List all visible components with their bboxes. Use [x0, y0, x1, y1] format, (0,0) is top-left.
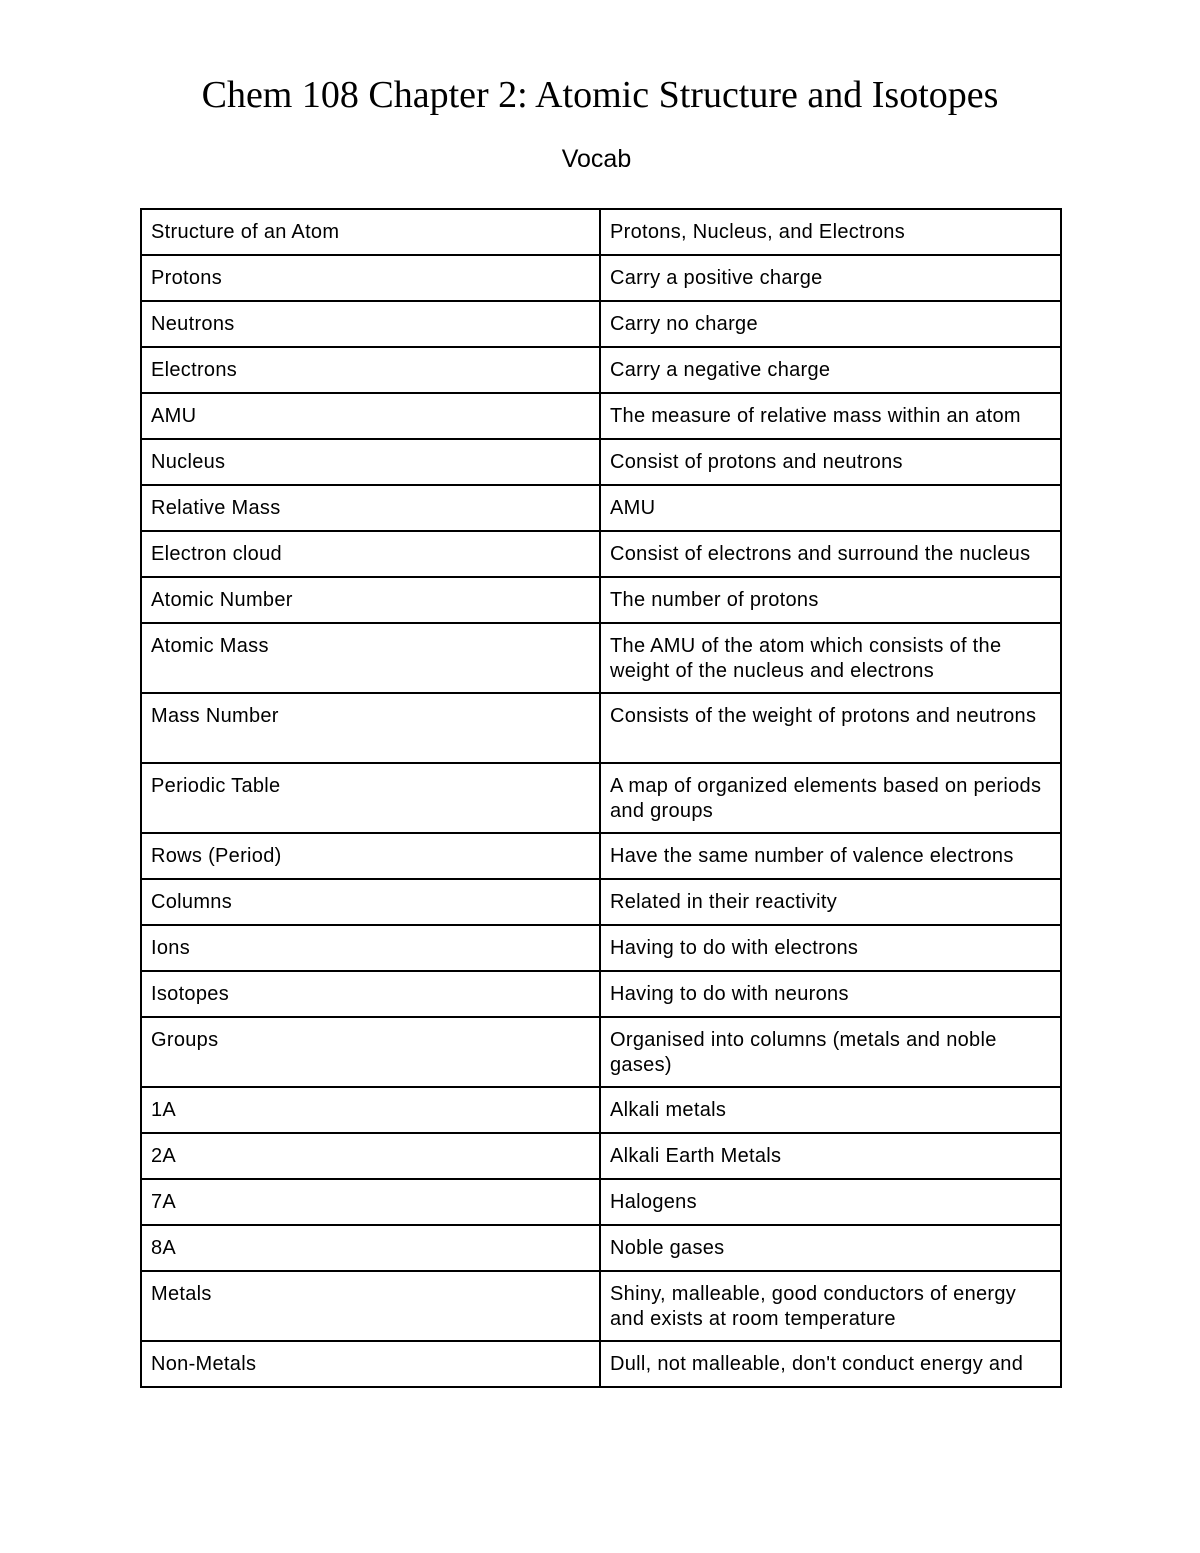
- definition-cell: Protons, Nucleus, and Electrons: [600, 209, 1061, 255]
- term-cell: Relative Mass: [141, 485, 600, 531]
- definition-cell: Consists of the weight of protons and neutrons: [600, 693, 1061, 763]
- table-row: [141, 347, 1061, 393]
- table-row: [141, 1271, 1061, 1341]
- term-cell: Groups: [141, 1017, 600, 1087]
- definition-cell: Halogens: [600, 1179, 1061, 1225]
- term-cell: Periodic Table: [141, 763, 600, 833]
- term-cell: Structure of an Atom: [141, 209, 600, 255]
- table-row: [141, 301, 1061, 347]
- term-cell: Atomic Mass: [141, 623, 600, 693]
- definition-cell: Having to do with neurons: [600, 971, 1061, 1017]
- term-cell: Metals: [141, 1271, 600, 1341]
- table-row: [141, 1017, 1061, 1087]
- term-cell: Isotopes: [141, 971, 600, 1017]
- definition-cell: Carry a negative charge: [600, 347, 1061, 393]
- table-row: [141, 971, 1061, 1017]
- table-row: [141, 439, 1061, 485]
- term-cell: 1A: [141, 1087, 600, 1133]
- table-row: [141, 925, 1061, 971]
- definition-cell: Dull, not malleable, don't conduct energy and: [600, 1341, 1061, 1387]
- page-title: Chem 108 Chapter 2: Atomic Structure and Isotopes: [201, 74, 999, 116]
- definition-cell: Having to do with electrons: [600, 925, 1061, 971]
- definition-cell: Carry a positive charge: [600, 255, 1061, 301]
- definition-cell: The number of protons: [600, 577, 1061, 623]
- table-row: [141, 577, 1061, 623]
- definition-cell: Consist of protons and neutrons: [600, 439, 1061, 485]
- definition-cell: The measure of relative mass within an atom: [600, 393, 1061, 439]
- table-row: [141, 393, 1061, 439]
- term-cell: Rows (Period): [141, 833, 600, 879]
- definition-cell: AMU: [600, 485, 1061, 531]
- definition-cell: Organised into columns (metals and noble gases): [600, 1017, 1061, 1087]
- definition-cell: Shiny, malleable, good conductors of energy and exists at room temperature: [600, 1271, 1061, 1341]
- definition-cell: Related in their reactivity: [600, 879, 1061, 925]
- table-row: [141, 485, 1061, 531]
- page-subtitle: Vocab: [561, 145, 632, 173]
- term-cell: AMU: [141, 393, 600, 439]
- definition-cell: Alkali metals: [600, 1087, 1061, 1133]
- table-row: [141, 531, 1061, 577]
- term-cell: Non-Metals: [141, 1341, 600, 1387]
- term-cell: Columns: [141, 879, 600, 925]
- term-cell: Mass Number: [141, 693, 600, 763]
- table-row: [141, 209, 1061, 255]
- definition-cell: The AMU of the atom which consists of the weight of the nucleus and electrons: [600, 623, 1061, 693]
- definition-cell: Alkali Earth Metals: [600, 1133, 1061, 1179]
- table-row: [141, 255, 1061, 301]
- term-cell: Electrons: [141, 347, 600, 393]
- definition-cell: A map of organized elements based on periods and groups: [600, 763, 1061, 833]
- term-cell: Ions: [141, 925, 600, 971]
- term-cell: Electron cloud: [141, 531, 600, 577]
- term-cell: Neutrons: [141, 301, 600, 347]
- vocab-table: [140, 208, 1062, 1388]
- term-cell: Nucleus: [141, 439, 600, 485]
- table-row: [141, 1133, 1061, 1179]
- definition-cell: Carry no charge: [600, 301, 1061, 347]
- term-cell: Atomic Number: [141, 577, 600, 623]
- table-row: [141, 879, 1061, 925]
- term-cell: Protons: [141, 255, 600, 301]
- term-cell: 7A: [141, 1179, 600, 1225]
- table-row: [141, 623, 1061, 693]
- table-row: [141, 763, 1061, 833]
- term-cell: 2A: [141, 1133, 600, 1179]
- table-row: [141, 1225, 1061, 1271]
- definition-cell: Consist of electrons and surround the nucleus: [600, 531, 1061, 577]
- table-row: [141, 1087, 1061, 1133]
- table-row: [141, 693, 1061, 763]
- definition-cell: Noble gases: [600, 1225, 1061, 1271]
- table-row: [141, 1341, 1061, 1387]
- definition-cell: Have the same number of valence electrons: [600, 833, 1061, 879]
- term-cell: 8A: [141, 1225, 600, 1271]
- table-row: [141, 1179, 1061, 1225]
- table-row: [141, 833, 1061, 879]
